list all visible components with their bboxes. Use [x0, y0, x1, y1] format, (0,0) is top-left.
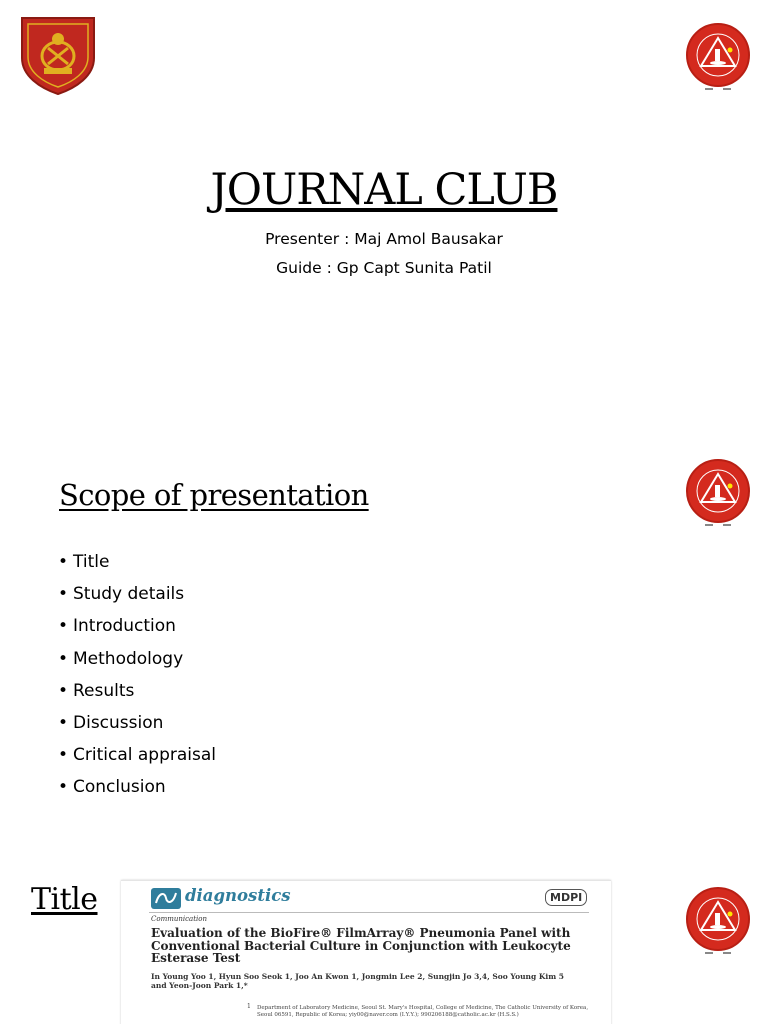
department-seal-logo: [683, 22, 753, 94]
paper-header-image: [121, 880, 611, 1024]
journal-name: diagnostics: [185, 886, 291, 905]
paper-affiliation: [247, 1003, 597, 1019]
presentation-title: JOURNAL CLUB: [210, 165, 558, 215]
scope-heading: Scope of presentation: [59, 478, 369, 512]
affiliation-text: Department of Laboratory Medicine, Seoul St. Mary's Hospital, College of Medicine, The Catholic University of Korea, Seoul 06591, Republic of Korea; yiy00@naver.com (I.Y.Y.); 990206188@catholic.ac.kr (H.S.S.): [257, 1005, 589, 1018]
paper-title: Evaluation of the BioFire® FilmArray® Pneumonia Panel with Conventional Bacterial Culture in Conjunction with Leukocyte Esterase Test: [151, 926, 571, 965]
list-item: • Results: [58, 679, 216, 711]
department-seal-logo: [683, 458, 753, 530]
scope-list: [58, 550, 216, 808]
list-item: • Methodology: [58, 647, 216, 679]
guide-line: Guide : Gp Capt Sunita Patil: [276, 259, 492, 277]
slide-paper-title: [0, 840, 768, 1024]
list-item: • Discussion: [58, 711, 216, 743]
article-type: Communication: [151, 915, 207, 923]
title-heading: Title: [31, 882, 98, 917]
slide-title: [0, 0, 768, 420]
presenter-line: Presenter : Maj Amol Bausakar: [265, 230, 503, 248]
slide-scope: [0, 420, 768, 840]
paper-authors: In Young Yoo 1, Hyun Soo Seok 1, Joo An Kwon 1, Jongmin Lee 2, Sungjin Jo 3,4, Soo Young Kim 5 and Yeon-Joon Park 1,*: [151, 972, 564, 990]
publisher-logo: MDPI: [545, 889, 587, 906]
list-item: • Title: [58, 550, 216, 582]
divider: [149, 912, 589, 913]
list-item: • Introduction: [58, 614, 216, 646]
army-crest-logo: [18, 14, 98, 96]
department-seal-logo: [683, 886, 753, 958]
list-item: • Conclusion: [58, 775, 216, 807]
list-item: • Critical appraisal: [58, 743, 216, 775]
list-item: • Study details: [58, 582, 216, 614]
journal-logo-icon: [151, 888, 181, 909]
affiliation-marker: 1: [247, 1003, 251, 1010]
